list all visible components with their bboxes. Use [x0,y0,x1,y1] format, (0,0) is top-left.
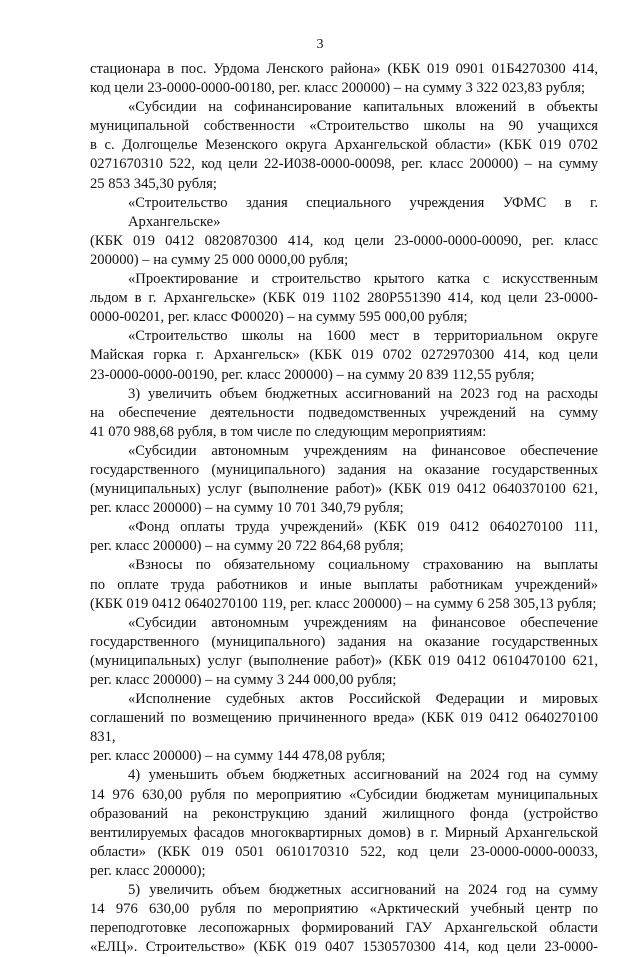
text-line: рег. класс 200000) – на сумму 10 701 340,79 рубля; [90,500,404,517]
text-line: рег. класс 200000) – на сумму 144 478,08 рубля; [90,748,386,765]
text-line: в с. Долгощелье Мезенского округа Архангельской области» (КБК 019 0702 [90,137,598,154]
text-line: «Субсидии автономным учреждениям на финансовое обеспечение [128,614,598,631]
text-line: Майская горка г. Архангельск» (КБК 019 0702 0272970300 414, код цели [90,347,598,364]
text-line: муниципальной собственности «Строительство школы на 90 учащихся [90,118,598,135]
text-line: «Проектирование и строительство крытого катка с искусственным [128,271,598,288]
text-line: вентилируемых фасадов многоквартирных домов) в г. Мирный Архангельской [90,824,598,841]
text-line: переподготовке лесопожарных формирований ГАУ Архангельской области [90,920,598,937]
document-body [90,60,598,957]
text-line: соглашений по возмещению причиненного вреда» (КБК 019 0412 0640270100 831, [90,710,598,746]
text-line: 0271670310 522, код цели 22-И038-0000-00098, рег. класс 200000) – на сумму [90,156,598,173]
text-line: образований на реконструкцию зданий жилищного фонда (устройство [90,805,598,822]
text-line: на обеспечение деятельности подведомственных учреждений на сумму [90,404,598,421]
page-number: 3 [316,37,324,52]
text-line: «Строительство школы на 1600 мест в территориальном округе [128,328,598,345]
text-line: 5) увеличить объем бюджетных ассигнований на 2024 год на сумму [128,882,598,899]
text-line: «Строительство здания специального учреждения УФМС в г. Архангельске» [128,194,598,230]
text-line: «Субсидии на софинансирование капитальных вложений в объекты [128,99,598,116]
text-line: по оплате труда работников и иные выплаты работникам учреждений» [90,576,598,593]
text-line: (муниципальных) услуг (выполнение работ)» (КБК 019 0412 0610470100 621, [90,652,598,669]
text-line: «Взносы по обязательному социальному страхованию на выплаты [128,557,598,574]
text-line: государственного (муниципального) задания на оказание государственных [90,633,598,650]
text-line: «ЕЛЦ». Строительство» (КБК 019 0407 1530570300 414, код цели 23-0000- [90,939,598,956]
text-line: области» (КБК 019 0501 0610170310 522, код цели 23-0000-0000-00033, [90,843,598,860]
text-line: 0000-00201, рег. класс Ф00020) – на сумму 595 000,00 рубля; [90,309,468,326]
text-line: «Субсидии автономным учреждениям на финансовое обеспечение [128,442,598,459]
text-line: рег. класс 200000) – на сумму 3 244 000,00 рубля; [90,672,397,688]
text-line: государственного (муниципального) задания на оказание государственных [90,461,598,478]
text-line: 4) уменьшить объем бюджетных ассигнований на 2024 год на сумму [128,767,598,784]
text-line: 14 976 630,00 рубля по мероприятию «Арктический учебный центр по [90,901,598,918]
text-line: (КБК 019 0412 0640270100 119, рег. класс 200000) – на сумму 6 258 305,13 рубля; [90,595,597,612]
text-line: (КБК 019 0412 0820870300 414, код цели 23-0000-0000-00090, рег. класс [90,232,598,249]
text-line: код цели 23-0000-0000-00180, рег. класс 200000) – на сумму 3 322 023,83 рубля; [90,80,586,97]
text-line: рег. класс 200000) – на сумму 20 722 864,68 рубля; [90,538,404,555]
text-line: 25 853 345,30 рубля; [90,175,217,192]
text-line: 41 070 988,68 рубля, в том числе по следующим мероприятиям: [90,423,487,440]
text-line: 14 976 630,00 рубля по мероприятию «Субсидии бюджетам муниципальных [90,786,598,803]
text-line: 23-0000-0000-00190, рег. класс 200000) – на сумму 20 839 112,55 рубля; [90,366,535,383]
text-line: стационара в пос. Урдома Ленского района» (КБК 019 0901 01Б4270300 414, [90,61,598,77]
text-line: рег. класс 200000); [90,862,206,879]
text-line: 200000) – на сумму 25 000 0000,00 рубля; [90,251,349,268]
text-line: льдом в г. Архангельске» (КБК 019 1102 280Р551390 414, код цели 23-0000- [90,290,598,307]
text-line: «Исполнение судебных актов Российской Федерации и мировых [128,691,598,708]
text-line: 3) увеличить объем бюджетных ассигнований на 2023 год на расходы [128,385,598,402]
text-line: (муниципальных) услуг (выполнение работ)» (КБК 019 0412 0640370100 621, [90,481,598,498]
text-line: «Фонд оплаты труда учреждений» (КБК 019 0412 0640270100 111, [128,519,598,536]
